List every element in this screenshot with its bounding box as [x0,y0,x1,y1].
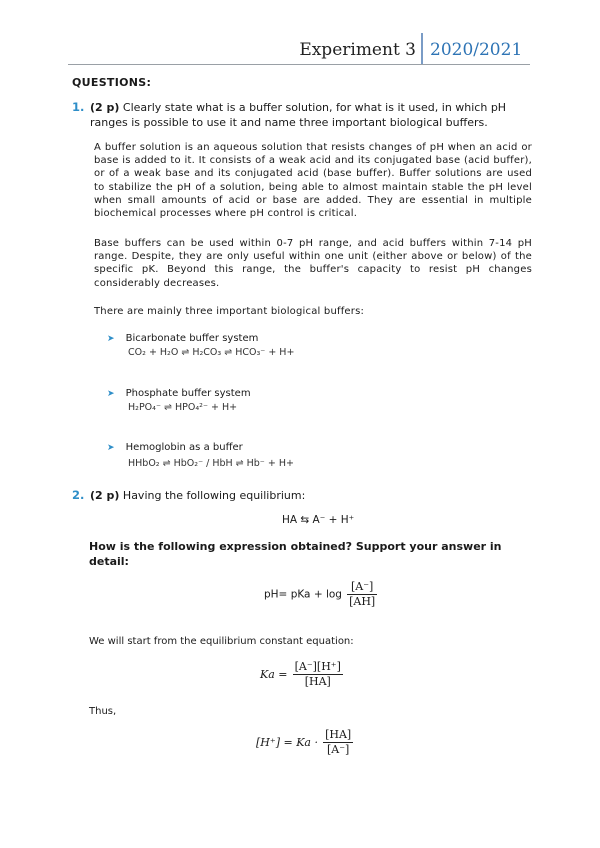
list-item [107,326,258,345]
question-number: 2. [72,488,85,502]
question-points: (2 p) [90,489,120,502]
arrow-bullet-icon: ➤ [107,443,115,453]
page-header-title: Experiment 3 [299,40,416,60]
h-lhs: [H⁺] = Ka · [256,736,318,749]
thus-text: Thus, [89,706,117,717]
ph-fraction [347,580,377,609]
h-numerator: [HA] [325,728,352,741]
answer-paragraph-2: Base buffers can be used within 0-7 pH range, and acid buffers within 7-14 pH range. Despite, they are only useful within one unit (either above or below) of the specific pK. Beyond this range, the buffer's capacity to resist pH changes considerably decreases. [94,238,532,289]
question-text [90,100,532,130]
bold-question: How is the following expression obtained? Support your answer in detail: [89,540,502,568]
answer-paragraph-3: There are mainly three important biological buffers: [94,306,365,317]
ph-numerator: [A⁻] [347,580,377,595]
h-denominator: [A⁻] [326,743,350,756]
arrow-bullet-icon: ➤ [107,389,115,399]
question-points: (2 p) [90,101,120,114]
page-header-year: 2020/2021 [430,40,523,60]
section-heading: QUESTIONS: [72,76,152,89]
question-body: Having the following equilibrium: [122,489,306,502]
buffer-equation: CO₂ + H₂O ⇌ H₂CO₃ ⇌ HCO₃⁻ + H+ [128,347,295,358]
explanation-text: We will start from the equilibrium constant equation: [89,636,354,647]
buffer-label: Bicarbonate buffer system [125,333,259,344]
question-text [90,488,532,503]
question-number: 1. [72,100,85,114]
answer-paragraph-1: A buffer solution is an aqueous solution that resists changes of pH when an acid or base is added to it. It consists of a weak acid and its conjugated base (acid buffer), or of a weak base and its conjugated acid (base buffer). Buffer solutions are used to stabilize the pH of a solution, being able to almost maintain stable the pH level when small amounts of acid or base are added. They are essential in multiple biochemical processes where pH control is critical. [94,142,532,220]
header-divider [421,33,423,65]
buffer-label: Hemoglobin as a buffer [125,442,243,453]
list-item [107,381,251,400]
buffer-label: Phosphate buffer system [125,388,251,399]
buffer-equation: HHbO₂ ⇌ HbO₂⁻ / HbH ⇌ Hb⁻ + H+ [128,458,294,469]
henderson-hasselbalch-equation [264,580,377,609]
h-fraction [323,728,353,757]
ph-lhs: pH= pKa + log [264,588,342,601]
buffer-equation: H₂PO₄⁻ ⇌ HPO₄²⁻ + H+ [128,402,238,413]
equilibrium-equation: HA ⇆ A⁻ + H⁺ [282,514,355,526]
arrow-bullet-icon: ➤ [107,334,115,344]
ka-fraction [293,660,343,689]
h-plus-equation [256,728,353,757]
ph-denominator: [AH] [349,595,376,608]
ka-equation [260,660,343,689]
list-item [107,435,243,454]
ka-lhs: Ka = [260,668,288,681]
ka-denominator: [HA] [304,675,331,688]
question-body: Clearly state what is a buffer solution, for what is it used, in which pH ranges is possible to use it and name three important biological buffers. [90,101,507,129]
ka-numerator: [A⁻][H⁺] [294,660,341,673]
header-rule [68,64,530,65]
